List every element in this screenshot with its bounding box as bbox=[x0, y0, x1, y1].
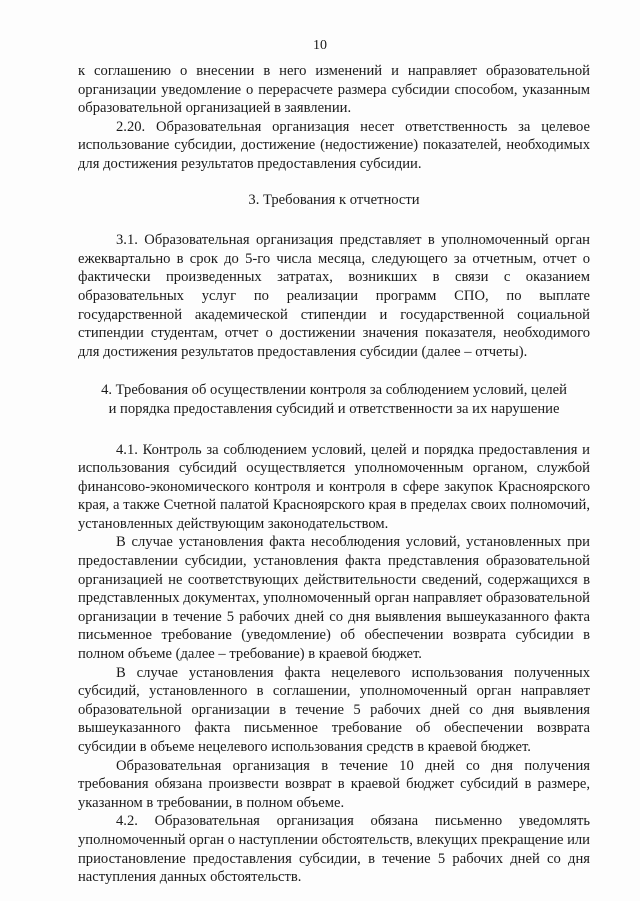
section-3-heading: 3. Требования к отчетности bbox=[248, 191, 420, 208]
section-4-heading-line-2: и порядка предоставления субсидий и ответственности за их нарушение bbox=[108, 400, 560, 417]
paragraph-4-1-refund: Образовательная организация в течение 10 дней со дня получения требования обязана произвести возврат в краевой бюджет субсидий в размере, указанном в требовании, в полном объеме. bbox=[78, 757, 590, 811]
document-body bbox=[78, 62, 590, 887]
paragraph-continuation: к соглашению о внесении в него изменений и направляет образовательной организации уведомление о перерасчете размера субсидии способом, указанным образовательной организацией в заявлении. bbox=[78, 63, 590, 117]
page-number: 10 bbox=[313, 38, 327, 53]
paragraph-4-1-non-compliance: В случае установления факта несоблюдения условий, установленных при предоставлении субсидии, установления факта представления образовательной организацией не соответствующих действительности сведений, содержащихся в представленных документах, уполномоченный орган направляет образовательной организации в течение 5 рабочих дней со дня выявления вышеуказанного факта письменное требование (уведомление) об обеспечении возврата субсидии в полном объеме (далее – требование) в краевой бюджет. bbox=[78, 534, 590, 663]
section-4-heading-line-1: 4. Требования об осуществлении контроля за соблюдением условий, целей bbox=[101, 382, 567, 399]
paragraph-2-20: 2.20. Образовательная организация несет ответственность за целевое использование субсидии, достижение (недостижение) показателей, необходимых для достижения результатов предоставления субсидии. bbox=[78, 118, 590, 172]
paragraph-4-1-misuse: В случае установления факта нецелевого использования полученных субсидий, установленного в соглашении, уполномоченный орган направляет образовательной организации в течение 5 рабочих дней со дня выявления вышеуказанного факта письменное требование об обеспечении возврата субсидии в объеме нецелевого использования средств в краевой бюджет. bbox=[78, 664, 590, 755]
section-4-heading bbox=[78, 381, 590, 418]
paragraph-4-1: 4.1. Контроль за соблюдением условий, целей и порядка предоставления и использования субсидий осуществляется уполномоченным органом, службой финансово-экономического контроля и контроля в сфере закупок Красноярского края, а также Счетной палатой Красноярского края в пределах своих полномочий, установленных действующим законодательством. bbox=[78, 441, 590, 532]
paragraph-3-1: 3.1. Образовательная организация представляет в уполномоченный орган ежеквартально в срок до 5-го числа месяца, следующего за отчетным, отчет о фактически произведенных затратах, возникших в связи с оказанием образовательных услуг по реализации программ СПО, по выплате государственной академической стипендии и государственной социальной стипендии студентам, отчет о достижении значения показателя, необходимого для достижения результатов предоставления субсидии (далее – отчеты). bbox=[78, 232, 590, 360]
paragraph-4-2: 4.2. Образовательная организация обязана письменно уведомлять уполномоченный орган о наступлении обстоятельств, влекущих прекращение или приостановление предоставления субсидии, в течение 5 рабочих дней со дня наступления данных обстоятельств. bbox=[78, 813, 590, 886]
